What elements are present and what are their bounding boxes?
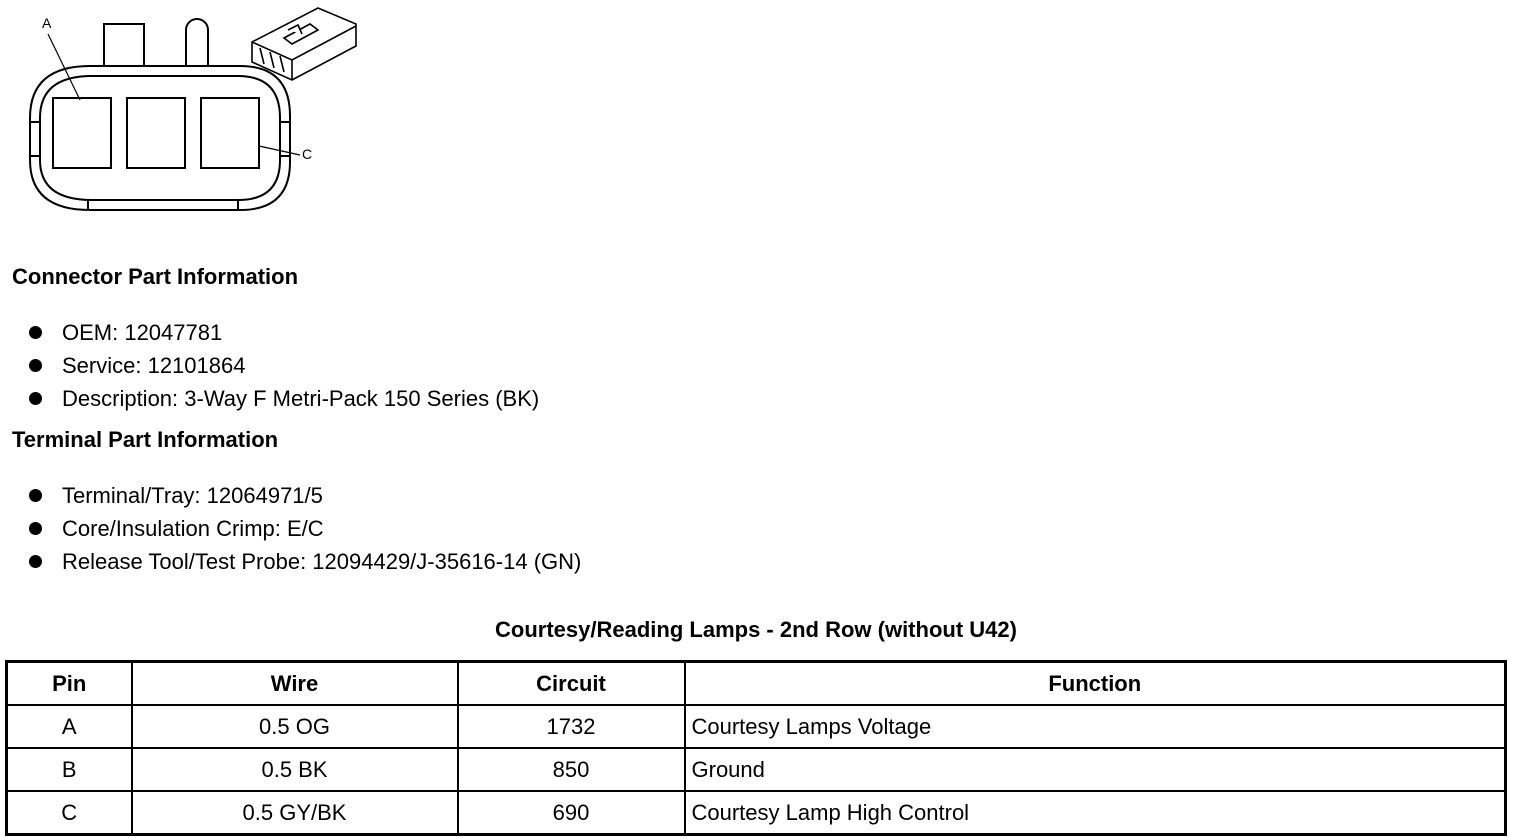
bullet-icon — [29, 326, 42, 339]
terminal-part-list — [28, 479, 581, 578]
bullet-icon — [29, 489, 42, 502]
table-row — [7, 791, 1506, 835]
column-header-circuit: Circuit — [458, 662, 685, 706]
table-title: Courtesy/Reading Lamps - 2nd Row (without U42) — [495, 617, 1017, 642]
bullet-icon — [29, 359, 42, 372]
bullet-icon — [29, 555, 42, 568]
pin-cell: B — [7, 748, 132, 791]
table-row — [7, 748, 1506, 791]
table-header-row — [7, 662, 1506, 706]
list-item: OEM: 12047781 — [28, 316, 539, 349]
list-item: Description: 3-Way F Metri-Pack 150 Series (BK) — [28, 382, 539, 415]
connector-housing-outer — [30, 66, 290, 210]
wire-cell: 0.5 BK — [132, 748, 458, 791]
function-cell: Courtesy Lamp High Control — [685, 791, 1506, 835]
table-row — [7, 705, 1506, 748]
connector-diagram — [0, 0, 380, 220]
connector-lock-tab — [104, 24, 144, 70]
pin-cell: A — [7, 705, 132, 748]
function-cell: Courtesy Lamps Voltage — [685, 705, 1506, 748]
wire-cell: 0.5 OG — [132, 705, 458, 748]
callout-a: A — [42, 15, 52, 31]
list-item: Core/Insulation Crimp: E/C — [28, 512, 581, 545]
circuit-cell: 1732 — [458, 705, 685, 748]
pinout-table — [5, 660, 1507, 836]
connector-part-list — [28, 316, 539, 415]
bullet-icon — [29, 522, 42, 535]
connector-isometric-icon — [252, 8, 356, 80]
pin-cell: C — [7, 791, 132, 835]
function-cell: Ground — [685, 748, 1506, 791]
circuit-cell: 690 — [458, 791, 685, 835]
list-item: Terminal/Tray: 12064971/5 — [28, 479, 581, 512]
connector-part-heading: Connector Part Information — [12, 264, 299, 289]
column-header-pin: Pin — [7, 662, 132, 706]
bullet-icon — [29, 392, 42, 405]
column-header-function: Function — [685, 662, 1506, 706]
list-item: Release Tool/Test Probe: 12094429/J-35616-14 (GN) — [28, 545, 581, 578]
column-header-wire: Wire — [132, 662, 458, 706]
callout-c: C — [302, 146, 313, 162]
list-item: Service: 12101864 — [28, 349, 539, 382]
circuit-cell: 850 — [458, 748, 685, 791]
wire-cell: 0.5 GY/BK — [132, 791, 458, 835]
terminal-part-heading: Terminal Part Information — [12, 427, 279, 452]
